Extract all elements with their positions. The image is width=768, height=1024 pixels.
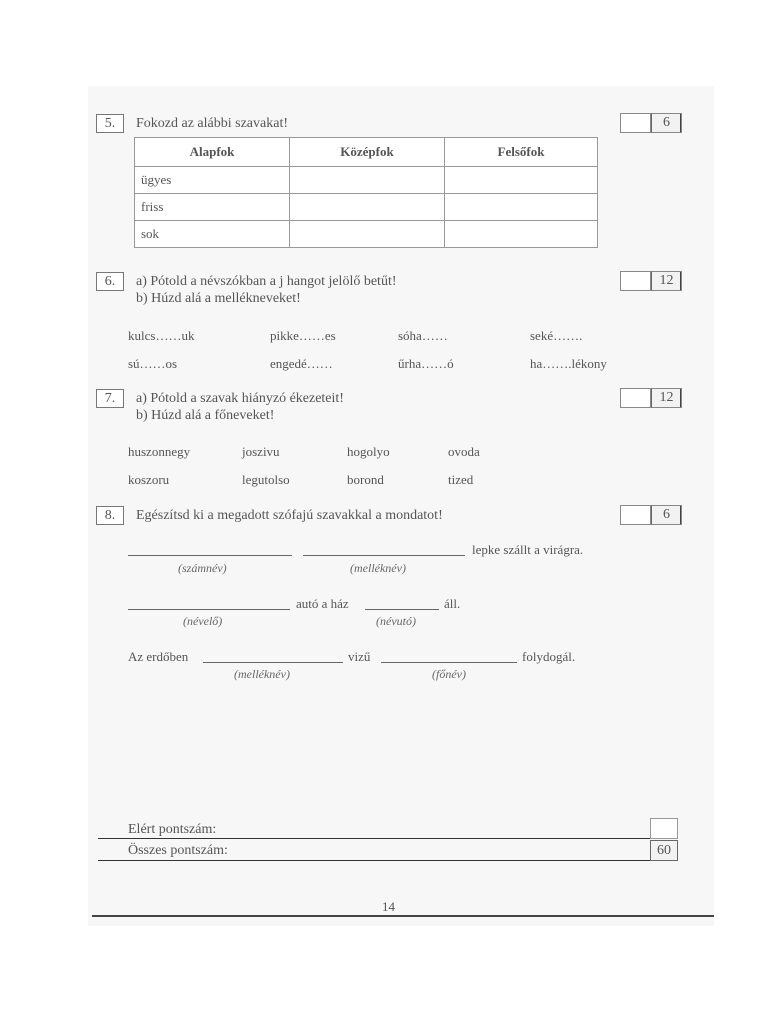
task7-word: legutolso — [242, 472, 290, 487]
total-score-label: Összes pontszám: — [128, 843, 228, 858]
hint-nevuto: (névutó) — [376, 614, 416, 628]
task7-instruction-b: b) Húzd alá a főneveket! — [136, 408, 275, 423]
table-row — [135, 167, 598, 194]
task7-score-blank[interactable] — [620, 388, 651, 408]
task6-instruction-b: b) Húzd alá a mellékneveket! — [136, 291, 301, 306]
earned-score-line — [98, 838, 650, 839]
table-cell: friss — [135, 194, 290, 221]
task6-score-blank[interactable] — [620, 271, 651, 291]
task8-score-blank[interactable] — [620, 505, 651, 525]
table-cell-input[interactable] — [445, 194, 598, 221]
task7-word: huszonnegy — [128, 444, 191, 459]
sentence2-text1: autó a ház — [296, 596, 349, 611]
blank-szamnev[interactable] — [128, 555, 292, 556]
task7-number: 7. — [96, 389, 124, 408]
table-cell-input[interactable] — [290, 221, 445, 248]
task7-word: tized — [448, 472, 474, 487]
task7-word: ovoda — [448, 444, 480, 459]
task6-score — [620, 271, 682, 291]
page-number: 14 — [382, 899, 395, 914]
table-cell: sok — [135, 221, 290, 248]
task5-score — [620, 113, 682, 133]
task7-word: koszoru — [128, 472, 170, 487]
task6-points: 12 — [651, 271, 682, 291]
sentence2-text2: áll. — [444, 596, 461, 611]
task5-score-blank[interactable] — [620, 113, 651, 133]
blank-nevelo[interactable] — [128, 609, 290, 610]
task6-word: űrha……ó — [398, 356, 454, 371]
comparison-table — [134, 137, 598, 248]
task5-points: 6 — [651, 113, 682, 133]
task5-instruction: Fokozd az alábbi szavakat! — [136, 116, 288, 131]
task7-word: borond — [347, 472, 384, 487]
earned-score-box[interactable] — [650, 818, 678, 839]
task6-word: seké……. — [530, 328, 583, 343]
table-header: Felsőfok — [445, 138, 598, 167]
blank-melleknev[interactable] — [303, 555, 465, 556]
blank-melleknev-2[interactable] — [203, 662, 343, 663]
blank-nevuto[interactable] — [365, 609, 439, 610]
hint-melleknev-2: (melléknév) — [234, 667, 290, 681]
task6-word: engedé…… — [270, 356, 333, 371]
table-cell-input[interactable] — [445, 167, 598, 194]
table-cell-input[interactable] — [290, 194, 445, 221]
task7-word: hogolyo — [347, 444, 390, 459]
table-cell: ügyes — [135, 167, 290, 194]
table-cell-input[interactable] — [290, 167, 445, 194]
task7-points: 12 — [651, 388, 682, 408]
task7-instruction-a: a) Pótold a szavak hiányzó ékezeteit! — [136, 391, 344, 406]
task8-instruction: Egészítsd ki a megadott szófajú szavakkal a mondatot! — [136, 508, 443, 523]
task8-score — [620, 505, 682, 525]
task6-instruction-a: a) Pótold a névszókban a j hangot jelölő betűt! — [136, 274, 397, 289]
task6-word: sú……os — [128, 356, 178, 371]
sentence1-text: lepke szállt a virágra. — [472, 542, 584, 557]
table-header: Alapfok — [135, 138, 290, 167]
total-score-line — [98, 860, 650, 861]
table-row — [135, 194, 598, 221]
earned-score-label: Elért pontszám: — [128, 822, 217, 837]
task7-word: joszivu — [242, 444, 280, 459]
table-header: Középfok — [290, 138, 445, 167]
task6-word: ha…….lékony — [530, 356, 607, 371]
total-score-box: 60 — [650, 840, 678, 861]
task8-points: 6 — [651, 505, 682, 525]
page-bottom-rule — [92, 915, 714, 917]
sentence3-text1: Az erdőben — [128, 649, 189, 664]
task6-word: sóha…… — [398, 328, 448, 343]
sentence3-text3: folydogál. — [522, 649, 576, 664]
task6-word: kulcs……uk — [128, 328, 195, 343]
task8-number: 8. — [96, 506, 124, 525]
hint-fonev: (főnév) — [432, 667, 466, 681]
task6-word: pikke……es — [270, 328, 336, 343]
task7-score — [620, 388, 682, 408]
blank-fonev[interactable] — [381, 662, 517, 663]
hint-nevelo: (névelő) — [183, 614, 223, 628]
hint-szamnev: (számnév) — [178, 561, 227, 575]
table-cell-input[interactable] — [445, 221, 598, 248]
sentence3-text2: vizű — [348, 649, 371, 664]
table-row — [135, 221, 598, 248]
task5-number: 5. — [96, 114, 124, 133]
hint-melleknev: (melléknév) — [350, 561, 406, 575]
task6-number: 6. — [96, 272, 124, 291]
